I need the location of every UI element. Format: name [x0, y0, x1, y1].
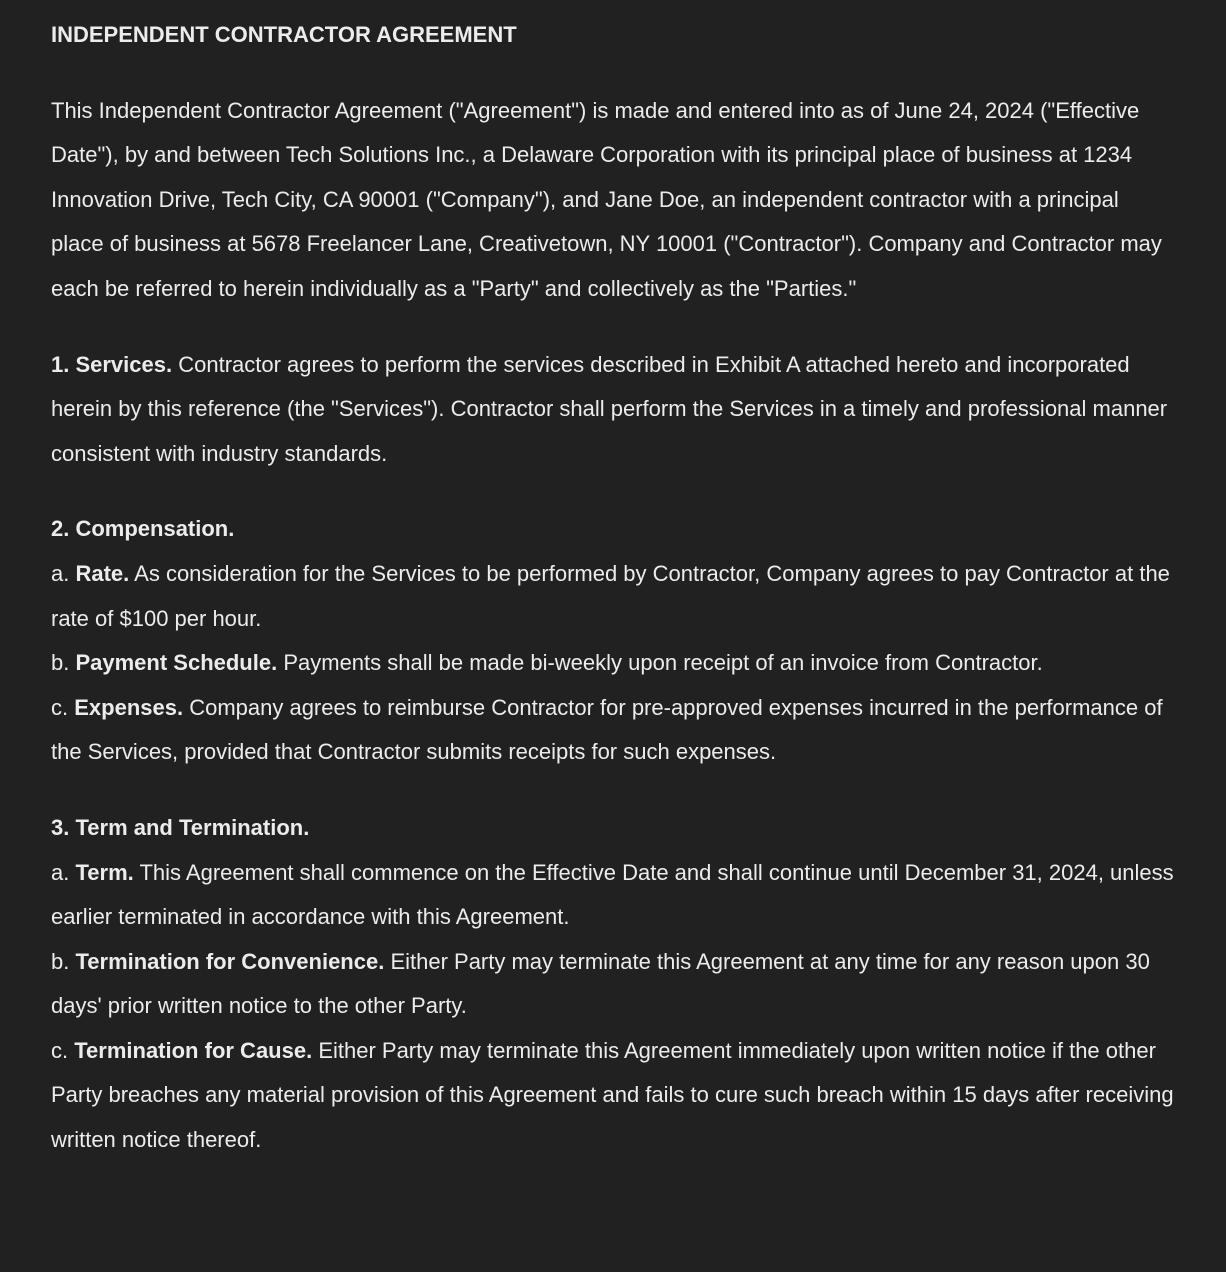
clause-term-label: Term.	[75, 859, 134, 885]
clause-expenses-prefix: c.	[51, 694, 75, 720]
clause-termination-convenience-label: Termination for Convenience.	[75, 948, 385, 974]
section-3-heading: 3. Term and Termination.	[51, 814, 310, 840]
intro-paragraph: This Independent Contractor Agreement ("Agreement") is made and entered into as of June 24, 2024 ("Effective Date"), by and between Tech Solutions Inc., a Delaware Corporation with its principal place of business at 1234 Innovation Drive, Tech City, CA 90001 ("Company"), and Jane Doe, an independent contractor with a principal place of business at 5678 Freelancer Lane, Creativetown, NY 10001 ("Contractor"). Company and Contractor may each be referred to herein individually as a "Party" and collectively as the "Parties."	[51, 97, 1162, 301]
clause-termination-convenience-text: Either Party may terminate this Agreement at any time for any reason upon 30 days' prior written notice to the other Party.	[51, 948, 1150, 1019]
clause-expenses	[51, 686, 1175, 775]
clause-payment-schedule-prefix: b.	[51, 650, 76, 676]
clause-rate-prefix: a.	[51, 560, 76, 586]
clause-termination-cause-text: Either Party may terminate this Agreement immediately upon written notice if the other Party breaches any material provision of this Agreement and fails to cure such breach within 15 days after receiving written notice thereof.	[51, 1037, 1174, 1153]
document-title: INDEPENDENT CONTRACTOR AGREEMENT	[51, 22, 517, 47]
section-1-heading: 1. Services.	[51, 351, 173, 377]
clause-term	[51, 851, 1175, 940]
clause-termination-cause	[51, 1029, 1175, 1163]
section-3-heading-line	[51, 806, 1175, 851]
clause-term-text: This Agreement shall commence on the Effective Date and shall continue until December 31, 2024, unless earlier terminated in accordance with this Agreement.	[51, 859, 1174, 930]
clause-termination-cause-label: Termination for Cause.	[74, 1037, 313, 1063]
section-2-heading: 2. Compensation.	[51, 516, 235, 542]
section-compensation	[51, 507, 1175, 775]
clause-rate-label: Rate.	[75, 560, 130, 586]
section-1-body: Contractor agrees to perform the services described in Exhibit A attached hereto and incorporated herein by this reference (the "Services"). Contractor shall perform the Services in a timely and professional manner consistent with industry standards.	[51, 351, 1168, 466]
clause-rate	[51, 552, 1175, 641]
clause-payment-schedule-text: Payments shall be made bi-weekly upon receipt of an invoice from Contractor.	[277, 650, 1043, 676]
section-2-heading-line	[51, 507, 1175, 552]
clause-payment-schedule	[51, 641, 1175, 686]
clause-termination-convenience	[51, 940, 1175, 1029]
clause-expenses-text: Company agrees to reimburse Contractor for pre-approved expenses incurred in the performance of the Services, provided that Contractor submits receipts for such expenses.	[51, 694, 1163, 765]
clause-payment-schedule-label: Payment Schedule.	[75, 650, 278, 676]
clause-termination-cause-prefix: c.	[51, 1037, 75, 1063]
section-services	[51, 343, 1175, 477]
clause-termination-convenience-prefix: b.	[51, 948, 76, 974]
clause-expenses-label: Expenses.	[74, 694, 184, 720]
clause-rate-text: As consideration for the Services to be performed by Contractor, Company agrees to pay Contractor at the rate of $100 per hour.	[51, 560, 1170, 631]
section-term-termination	[51, 806, 1175, 1163]
clause-term-prefix: a.	[51, 859, 76, 885]
